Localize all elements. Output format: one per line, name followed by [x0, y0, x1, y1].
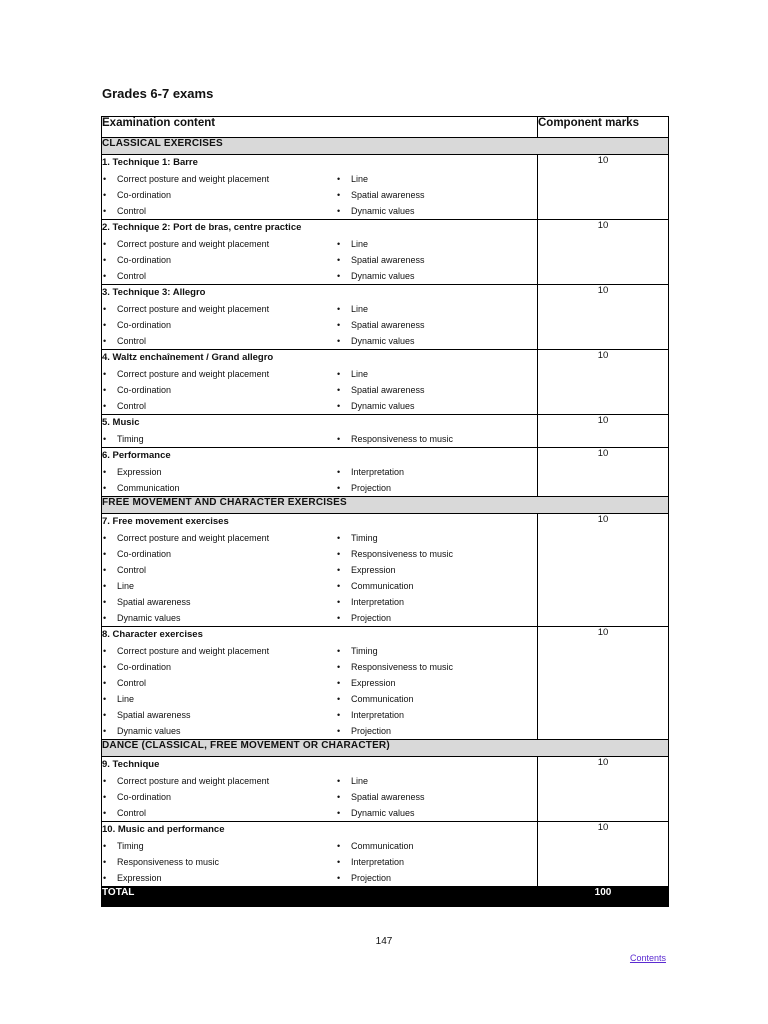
page-number: 147 — [375, 936, 393, 947]
criteria-columns — [102, 431, 537, 447]
criteria-list — [102, 838, 336, 886]
criteria-item: • Co-ordination — [102, 659, 336, 675]
criteria-list — [102, 366, 336, 414]
criteria-item: • Projection — [336, 480, 404, 496]
criteria-item: • Correct posture and weight placement — [102, 301, 336, 317]
criteria-item: • Co-ordination — [102, 252, 336, 268]
criteria-column-right — [336, 838, 414, 886]
criteria-item: • Control — [102, 268, 336, 284]
table-row — [102, 155, 669, 220]
criteria-item: • Responsiveness to music — [336, 659, 453, 675]
criteria-item: • Interpretation — [336, 854, 414, 870]
criteria-column-left — [102, 236, 336, 284]
criteria-columns — [102, 643, 537, 739]
criteria-item: • Dynamic values — [336, 805, 425, 821]
section-row — [102, 138, 669, 155]
criteria-item: • Line — [336, 301, 425, 317]
row-content — [102, 757, 538, 822]
criteria-column-right — [336, 431, 453, 447]
criteria-item: • Spatial awareness — [336, 382, 425, 398]
item-title: 6. Performance — [102, 450, 171, 461]
criteria-column-left — [102, 301, 336, 349]
criteria-item: • Line — [336, 236, 425, 252]
criteria-column-left — [102, 464, 336, 496]
component-marks: 10 — [538, 448, 669, 497]
table-row — [102, 285, 669, 350]
criteria-columns — [102, 301, 537, 349]
criteria-item: • Spatial awareness — [102, 707, 336, 723]
criteria-column-left — [102, 431, 336, 447]
criteria-item: • Expression — [336, 675, 453, 691]
criteria-item: • Correct posture and weight placement — [102, 773, 336, 789]
criteria-list — [336, 431, 453, 447]
criteria-column-right — [336, 366, 425, 414]
table-row — [102, 448, 669, 497]
criteria-column-right — [336, 530, 453, 626]
contents-link[interactable]: Contents — [629, 953, 666, 963]
criteria-list — [336, 171, 425, 219]
total-label: TOTAL — [102, 887, 538, 907]
criteria-item: • Communication — [102, 480, 336, 496]
criteria-list — [336, 643, 453, 739]
criteria-columns — [102, 530, 537, 626]
criteria-list — [102, 464, 336, 496]
component-marks: 10 — [538, 415, 669, 448]
criteria-item: • Co-ordination — [102, 187, 336, 203]
row-content — [102, 822, 538, 887]
row-content — [102, 220, 538, 285]
criteria-item: • Correct posture and weight placement — [102, 171, 336, 187]
item-title: 5. Music — [102, 417, 140, 428]
criteria-item: • Line — [336, 366, 425, 382]
criteria-list — [102, 643, 336, 739]
criteria-item: • Correct posture and weight placement — [102, 530, 336, 546]
criteria-item: • Control — [102, 562, 336, 578]
item-title: 9. Technique — [102, 759, 160, 770]
component-marks: 10 — [538, 220, 669, 285]
component-marks: 10 — [538, 155, 669, 220]
criteria-column-left — [102, 171, 336, 219]
criteria-column-right — [336, 464, 404, 496]
criteria-column-left — [102, 643, 336, 739]
criteria-list — [336, 301, 425, 349]
criteria-list — [102, 530, 336, 626]
row-content — [102, 448, 538, 497]
section-row — [102, 497, 669, 514]
table-row — [102, 627, 669, 740]
criteria-item: • Co-ordination — [102, 382, 336, 398]
criteria-list — [102, 236, 336, 284]
criteria-column-right — [336, 773, 425, 821]
criteria-item: • Co-ordination — [102, 317, 336, 333]
criteria-column-left — [102, 530, 336, 626]
criteria-item: • Expression — [102, 464, 336, 480]
criteria-item: • Interpretation — [336, 464, 404, 480]
criteria-column-right — [336, 171, 425, 219]
criteria-item: • Responsiveness to music — [336, 546, 453, 562]
table-header-row — [102, 117, 669, 138]
item-title: 10. Music and performance — [102, 824, 225, 835]
criteria-item: • Line — [102, 578, 336, 594]
criteria-item: • Spatial awareness — [336, 187, 425, 203]
criteria-column-right — [336, 236, 425, 284]
criteria-item: • Spatial awareness — [102, 594, 336, 610]
criteria-item: • Control — [102, 675, 336, 691]
component-marks: 10 — [538, 822, 669, 887]
criteria-item: • Dynamic values — [336, 203, 425, 219]
criteria-item: • Responsiveness to music — [336, 431, 453, 447]
criteria-item: • Expression — [336, 562, 453, 578]
section-label: DANCE (CLASSICAL, FREE MOVEMENT OR CHARACTER) — [102, 740, 669, 757]
criteria-item: • Expression — [102, 870, 336, 886]
criteria-columns — [102, 366, 537, 414]
table-body — [102, 138, 669, 887]
criteria-item: • Projection — [336, 610, 453, 626]
criteria-item: • Line — [336, 773, 425, 789]
row-content — [102, 627, 538, 740]
criteria-item: • Dynamic values — [102, 723, 336, 739]
criteria-item: • Spatial awareness — [336, 252, 425, 268]
criteria-list — [102, 171, 336, 219]
criteria-list — [336, 530, 453, 626]
criteria-item: • Dynamic values — [336, 398, 425, 414]
row-content — [102, 285, 538, 350]
criteria-item: • Control — [102, 203, 336, 219]
criteria-item: • Correct posture and weight placement — [102, 366, 336, 382]
header-content: Examination content — [102, 117, 538, 138]
criteria-item: • Co-ordination — [102, 546, 336, 562]
criteria-item: • Correct posture and weight placement — [102, 236, 336, 252]
criteria-item: • Timing — [102, 838, 336, 854]
criteria-item: • Projection — [336, 723, 453, 739]
criteria-list — [102, 431, 336, 447]
header-marks: Component marks — [538, 117, 669, 138]
total-marks: 100 — [538, 887, 669, 907]
criteria-item: • Responsiveness to music — [102, 854, 336, 870]
criteria-item: • Spatial awareness — [336, 317, 425, 333]
criteria-item: • Control — [102, 398, 336, 414]
criteria-list — [102, 301, 336, 349]
criteria-item: • Control — [102, 805, 336, 821]
criteria-column-right — [336, 643, 453, 739]
table-row — [102, 350, 669, 415]
criteria-list — [336, 773, 425, 821]
section-label: CLASSICAL EXERCISES — [102, 138, 669, 155]
criteria-item: • Line — [102, 691, 336, 707]
component-marks: 10 — [538, 350, 669, 415]
total-row — [102, 887, 669, 907]
item-title: 1. Technique 1: Barre — [102, 157, 198, 168]
row-content — [102, 155, 538, 220]
criteria-list — [336, 236, 425, 284]
item-title: 2. Technique 2: Port de bras, centre practice — [102, 222, 302, 233]
section-label: FREE MOVEMENT AND CHARACTER EXERCISES — [102, 497, 669, 514]
criteria-item: • Communication — [336, 578, 453, 594]
item-title: 7. Free movement exercises — [102, 516, 229, 527]
criteria-item: • Spatial awareness — [336, 789, 425, 805]
page-title: Grades 6-7 exams — [102, 86, 214, 101]
table-row — [102, 415, 669, 448]
item-title: 3. Technique 3: Allegro — [102, 287, 206, 298]
criteria-list — [336, 838, 414, 886]
criteria-item: • Timing — [102, 431, 336, 447]
criteria-item: • Dynamic values — [336, 268, 425, 284]
criteria-item: • Dynamic values — [336, 333, 425, 349]
criteria-column-right — [336, 301, 425, 349]
criteria-item: • Timing — [336, 643, 453, 659]
component-marks: 10 — [538, 285, 669, 350]
criteria-columns — [102, 236, 537, 284]
row-content — [102, 415, 538, 448]
component-marks: 10 — [538, 627, 669, 740]
criteria-item: • Interpretation — [336, 594, 453, 610]
row-content — [102, 350, 538, 415]
criteria-item: • Interpretation — [336, 707, 453, 723]
exam-table — [101, 116, 669, 907]
criteria-columns — [102, 838, 537, 886]
component-marks: 10 — [538, 757, 669, 822]
table-row — [102, 514, 669, 627]
criteria-columns — [102, 773, 537, 821]
section-row — [102, 740, 669, 757]
item-title: 8. Character exercises — [102, 629, 203, 640]
criteria-list — [336, 464, 404, 496]
criteria-item: • Correct posture and weight placement — [102, 643, 336, 659]
criteria-list — [336, 366, 425, 414]
criteria-item: • Communication — [336, 691, 453, 707]
row-content — [102, 514, 538, 627]
criteria-column-left — [102, 838, 336, 886]
criteria-item: • Dynamic values — [102, 610, 336, 626]
component-marks: 10 — [538, 514, 669, 627]
criteria-item: • Line — [336, 171, 425, 187]
criteria-column-left — [102, 366, 336, 414]
item-title: 4. Waltz enchaînement / Grand allegro — [102, 352, 274, 363]
criteria-columns — [102, 464, 537, 496]
criteria-item: • Control — [102, 333, 336, 349]
criteria-columns — [102, 171, 537, 219]
table-row — [102, 757, 669, 822]
criteria-list — [102, 773, 336, 821]
criteria-item: • Projection — [336, 870, 414, 886]
criteria-item: • Timing — [336, 530, 453, 546]
table-row — [102, 822, 669, 887]
criteria-column-left — [102, 773, 336, 821]
criteria-item: • Co-ordination — [102, 789, 336, 805]
criteria-item: • Communication — [336, 838, 414, 854]
table-row — [102, 220, 669, 285]
